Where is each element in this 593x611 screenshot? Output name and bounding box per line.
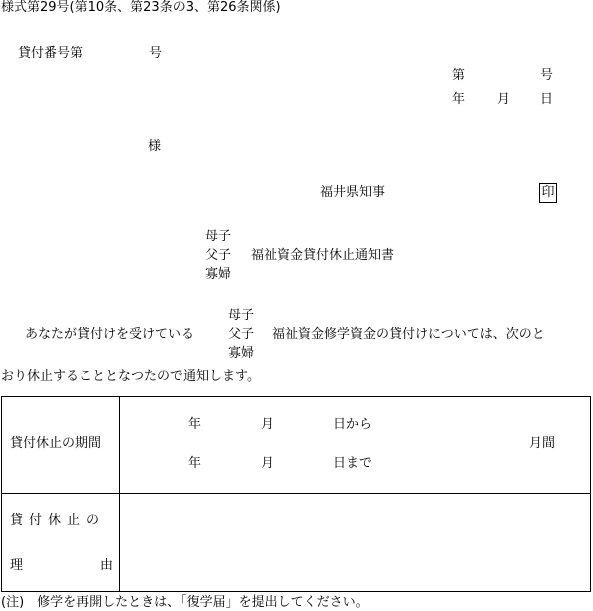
suspension-table <box>1 396 591 592</box>
form-number: 様式第29号(第10条、第23条の3、第26条関係) <box>1 0 281 15</box>
body-lead: あなたが貸付けを受けている <box>25 327 195 342</box>
body-middle: 福祉資金修学資金の貸付けについては、次のと <box>272 327 545 342</box>
body-option-1: 母子 <box>228 308 255 323</box>
footnote: (注) 修学を再開したときは、「復学届」を提出してください。 <box>1 595 369 610</box>
title-option-1: 母子 <box>205 229 232 244</box>
issuer: 福井県知事 <box>320 185 386 200</box>
seal-mark: 印 <box>539 183 557 203</box>
addressee-suffix: 様 <box>148 139 162 154</box>
table-row-divider <box>2 493 590 494</box>
period-months: 月間 <box>529 436 556 451</box>
reason-label-line-2a: 理 <box>10 558 24 573</box>
period-from-day: 日から <box>333 417 373 432</box>
period-from-year: 年 <box>188 417 202 432</box>
title-option-3: 寡婦 <box>205 267 232 282</box>
document-title: 福祉資金貸付休止通知書 <box>251 248 395 263</box>
table-column-divider <box>119 397 120 591</box>
doc-number-prefix: 第 <box>452 68 466 83</box>
body-option-3: 寡婦 <box>228 346 255 361</box>
date-month: 月 <box>497 92 511 107</box>
body-option-2: 父子 <box>228 327 255 342</box>
period-to-day: 日まで <box>333 456 373 471</box>
period-to-year: 年 <box>188 456 202 471</box>
period-label: 貸付休止の期間 <box>10 436 102 451</box>
period-from-month: 月 <box>261 417 275 432</box>
date-day: 日 <box>540 92 554 107</box>
loan-number-suffix: 号 <box>149 46 163 61</box>
body-line-2: おり休止することとなつたので通知します。 <box>1 369 260 384</box>
loan-number-prefix: 貸付番号第 <box>18 46 84 61</box>
reason-label-line-2b: 由 <box>100 558 114 573</box>
period-to-month: 月 <box>261 456 275 471</box>
doc-number-suffix: 号 <box>540 68 554 83</box>
reason-label-line-1: 貸付休止の <box>10 513 106 528</box>
date-year: 年 <box>452 92 466 107</box>
title-option-2: 父子 <box>205 248 232 263</box>
